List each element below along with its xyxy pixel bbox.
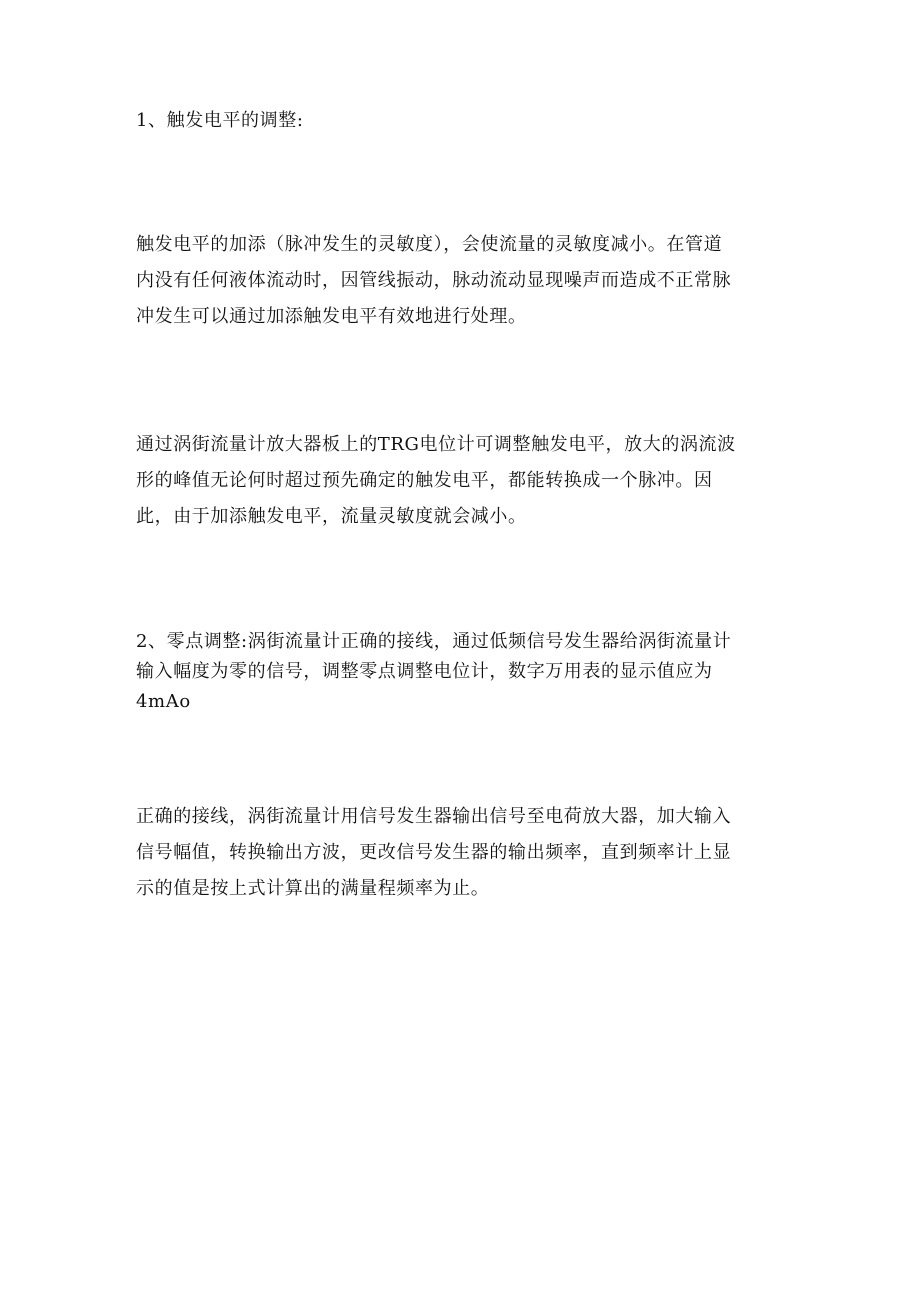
section-heading-trigger-level <box>136 103 796 139</box>
paragraph-trg-potentiometer <box>136 427 796 535</box>
text-line: 触发电平的加添（脉冲发生的灵敏度），会使流量的灵敏度减小。在管道 <box>136 234 723 255</box>
text-line: 信号幅值，转换输出方波，更改信号发生器的输出频率，直到频率计上显 <box>136 842 732 863</box>
text-line: 示的值是按上式计算出的满量程频率为止。 <box>136 878 490 899</box>
text-line: 1、触发电平的调整: <box>136 110 304 131</box>
paragraph-full-scale-frequency <box>136 799 796 907</box>
text-line: 冲发生可以通过加添触发电平有效地进行处理。 <box>136 306 527 327</box>
text-line: 形的峰值无论何时超过预先确定的触发电平，都能转换成一个脉冲。因 <box>136 470 713 491</box>
text-line: 输入幅度为零的信号，调整零点调整电位计，数字万用表的显示值应为 <box>136 661 713 682</box>
text-line: 内没有任何液体流动时，因管线振动，脉动流动显现噪声而造成不正常脉 <box>136 270 732 291</box>
text-line: 2、零点调整:涡街流量计正确的接线，通过低频信号发生器给涡街流量计 <box>136 631 732 652</box>
paragraph-zero-adjustment <box>136 627 796 717</box>
text-line: 此，由于加添触发电平，流量灵敏度就会减小。 <box>136 506 527 527</box>
paragraph-trigger-level-effect <box>136 227 796 335</box>
text-line: 4mAo <box>136 691 191 712</box>
text-line: 通过涡街流量计放大器板上的TRG电位计可调整触发电平，放大的涡流波 <box>136 434 736 455</box>
text-line: 正确的接线，涡街流量计用信号发生器输出信号至电荷放大器，加大输入 <box>136 806 732 827</box>
